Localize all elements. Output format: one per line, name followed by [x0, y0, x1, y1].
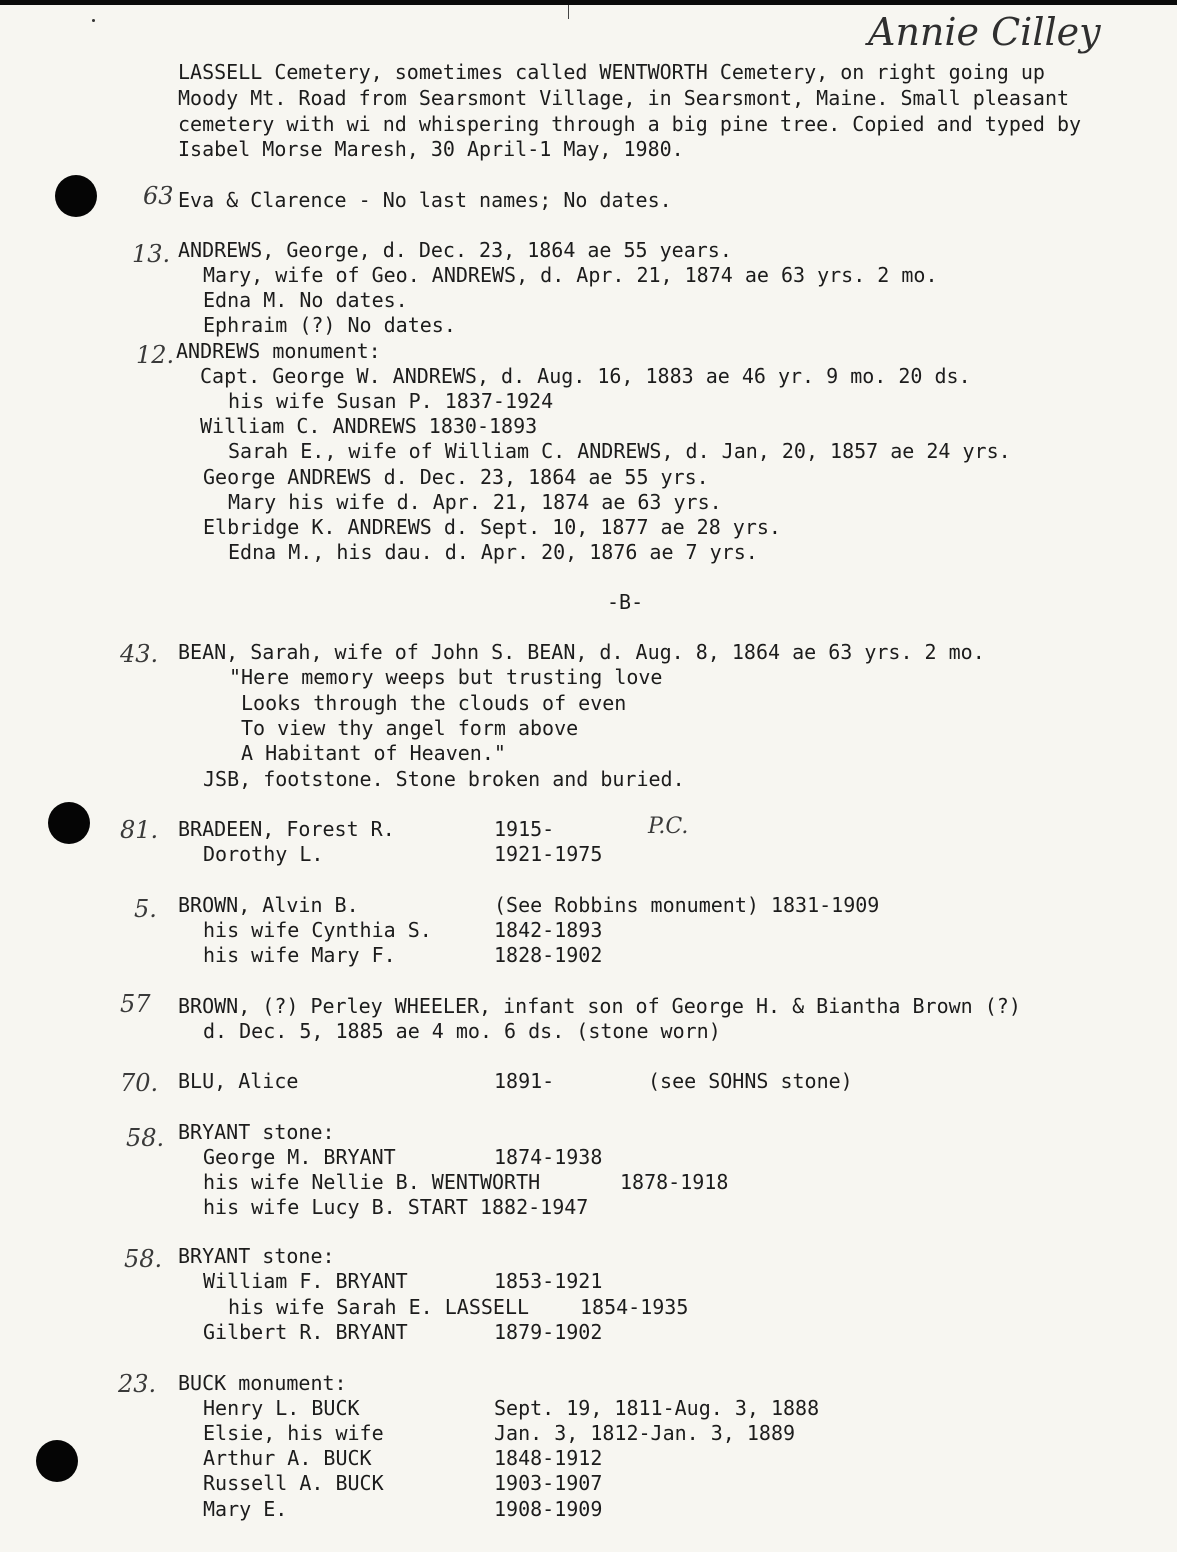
- intro-line: Isabel Morse Maresh, 30 April-1 May, 1980.: [178, 137, 684, 161]
- handwritten-entry-number: 58.: [126, 1124, 165, 1152]
- entry-dates: 1903-1907: [494, 1471, 603, 1495]
- handwritten-entry-number: 5.: [134, 895, 157, 923]
- punch-hole-middle: [48, 802, 90, 844]
- entry-line: Capt. George W. ANDREWS, d. Aug. 16, 1883 ae 46 yr. 9 mo. 20 ds.: [200, 364, 971, 388]
- entry-dates: Sept. 19, 1811-Aug. 3, 1888: [494, 1396, 820, 1420]
- entry-line: BLU, Alice: [178, 1069, 299, 1093]
- handwritten-entry-number: 23.: [118, 1370, 157, 1398]
- entry-line: BROWN, (?) Perley WHEELER, infant son of George H. & Biantha Brown (?): [178, 994, 1021, 1018]
- entry-dates: 1879-1902: [494, 1320, 603, 1344]
- entry-line: Mary his wife d. Apr. 21, 1874 ae 63 yrs.: [228, 490, 722, 514]
- epitaph-line: To view thy angel form above: [241, 716, 579, 740]
- punch-hole-top: [55, 175, 97, 217]
- entry-dates: 1908-1909: [494, 1497, 603, 1521]
- handwritten-entry-number: 12.: [136, 341, 175, 369]
- scan-speck: [92, 19, 95, 22]
- entry-line: his wife Cynthia S.: [203, 918, 432, 942]
- entry-line: Edna M., his dau. d. Apr. 20, 1876 ae 7 yrs.: [228, 540, 758, 564]
- entry-dates: 1853-1921: [494, 1269, 603, 1293]
- entry-line: BROWN, Alvin B.: [178, 893, 359, 917]
- handwritten-entry-number: 63: [143, 182, 174, 210]
- entry-line: Ephraim (?) No dates.: [203, 313, 456, 337]
- entry-line: ANDREWS, George, d. Dec. 23, 1864 ae 55 years.: [178, 238, 732, 262]
- epitaph-line: A Habitant of Heaven.": [241, 741, 506, 765]
- entry-line: JSB, footstone. Stone broken and buried.: [203, 767, 685, 791]
- handwritten-note: P.C.: [648, 814, 689, 839]
- entry-line: BEAN, Sarah, wife of John S. BEAN, d. Aug. 8, 1864 ae 63 yrs. 2 mo.: [178, 640, 985, 664]
- entry-line: George M. BRYANT: [203, 1145, 396, 1169]
- entry-line: Henry L. BUCK: [203, 1396, 360, 1420]
- entry-line: Sarah E., wife of William C. ANDREWS, d. Jan, 20, 1857 ae 24 yrs.: [228, 439, 1011, 463]
- intro-line: cemetery with wi nd whispering through a big pine tree. Copied and typed by: [178, 112, 1082, 136]
- entry-line: BRYANT stone:: [178, 1244, 335, 1268]
- entry-line: Gilbert R. BRYANT: [203, 1320, 408, 1344]
- entry-line: Elbridge K. ANDREWS d. Sept. 10, 1877 ae 28 yrs.: [203, 515, 781, 539]
- entry-line: his wife Susan P. 1837-1924: [228, 389, 554, 413]
- entry-line: Edna M. No dates.: [203, 288, 408, 312]
- handwritten-entry-number: 58.: [124, 1245, 163, 1273]
- handwritten-entry-number: 43.: [120, 640, 159, 668]
- entry-dates: 1842-1893: [494, 918, 603, 942]
- epitaph-line: Looks through the clouds of even: [241, 691, 627, 715]
- entry-line: d. Dec. 5, 1885 ae 4 mo. 6 ds. (stone worn): [203, 1019, 721, 1043]
- handwritten-entry-number: 57: [120, 990, 151, 1018]
- entry-dates: 1921-1975: [494, 842, 603, 866]
- handwritten-entry-number: 13.: [132, 240, 171, 268]
- entry-line: BRYANT stone:: [178, 1120, 335, 1144]
- entry-line: his wife Lucy B. START 1882-1947: [203, 1195, 589, 1219]
- entry-line: BRADEEN, Forest R.: [178, 817, 395, 841]
- entry-line: his wife Sarah E. LASSELL: [228, 1295, 530, 1319]
- entry-dates: 1874-1938: [494, 1145, 603, 1169]
- punch-hole-bottom: [36, 1440, 78, 1482]
- handwritten-entry-number: 70.: [120, 1069, 159, 1097]
- entry-dates: 1915-: [494, 817, 555, 841]
- entry-line: Mary E.: [203, 1497, 288, 1521]
- handwritten-signature: Annie Cilley: [868, 10, 1101, 54]
- entry-line: his wife Nellie B. WENTWORTH: [203, 1170, 541, 1194]
- section-heading: -B-: [607, 590, 644, 614]
- entry-line: Dorothy L.: [203, 842, 324, 866]
- entry-dates: 1828-1902: [494, 943, 603, 967]
- entry-note: (see SOHNS stone): [648, 1069, 853, 1093]
- entry-line: William C. ANDREWS 1830-1893: [200, 414, 538, 438]
- entry-dates: 1854-1935: [580, 1295, 689, 1319]
- entry-dates: 1891-: [494, 1069, 555, 1093]
- entry-line: his wife Mary F.: [203, 943, 396, 967]
- entry-line: Eva & Clarence - No last names; No dates.: [178, 188, 672, 212]
- intro-line: LASSELL Cemetery, sometimes called WENTWORTH Cemetery, on right going up: [178, 60, 1045, 84]
- handwritten-entry-number: 81.: [120, 816, 159, 844]
- entry-dates: 1878-1918: [620, 1170, 729, 1194]
- entry-line: ANDREWS monument:: [176, 339, 381, 363]
- entry-line: BUCK monument:: [178, 1371, 347, 1395]
- intro-line: Moody Mt. Road from Searsmont Village, in Searsmont, Maine. Small pleasant: [178, 86, 1070, 110]
- entry-dates: (See Robbins monument) 1831-1909: [494, 893, 880, 917]
- epitaph-line: "Here memory weeps but trusting love: [229, 665, 663, 689]
- entry-line: Mary, wife of Geo. ANDREWS, d. Apr. 21, 1874 ae 63 yrs. 2 mo.: [203, 263, 938, 287]
- entry-dates: Jan. 3, 1812-Jan. 3, 1889: [494, 1421, 796, 1445]
- scan-top-edge: [0, 0, 1177, 5]
- entry-line: Russell A. BUCK: [203, 1471, 384, 1495]
- entry-line: Elsie, his wife: [203, 1421, 384, 1445]
- scan-mark: [568, 5, 569, 19]
- entry-line: Arthur A. BUCK: [203, 1446, 372, 1470]
- entry-dates: 1848-1912: [494, 1446, 603, 1470]
- entry-line: William F. BRYANT: [203, 1269, 408, 1293]
- entry-line: George ANDREWS d. Dec. 23, 1864 ae 55 yrs.: [203, 465, 709, 489]
